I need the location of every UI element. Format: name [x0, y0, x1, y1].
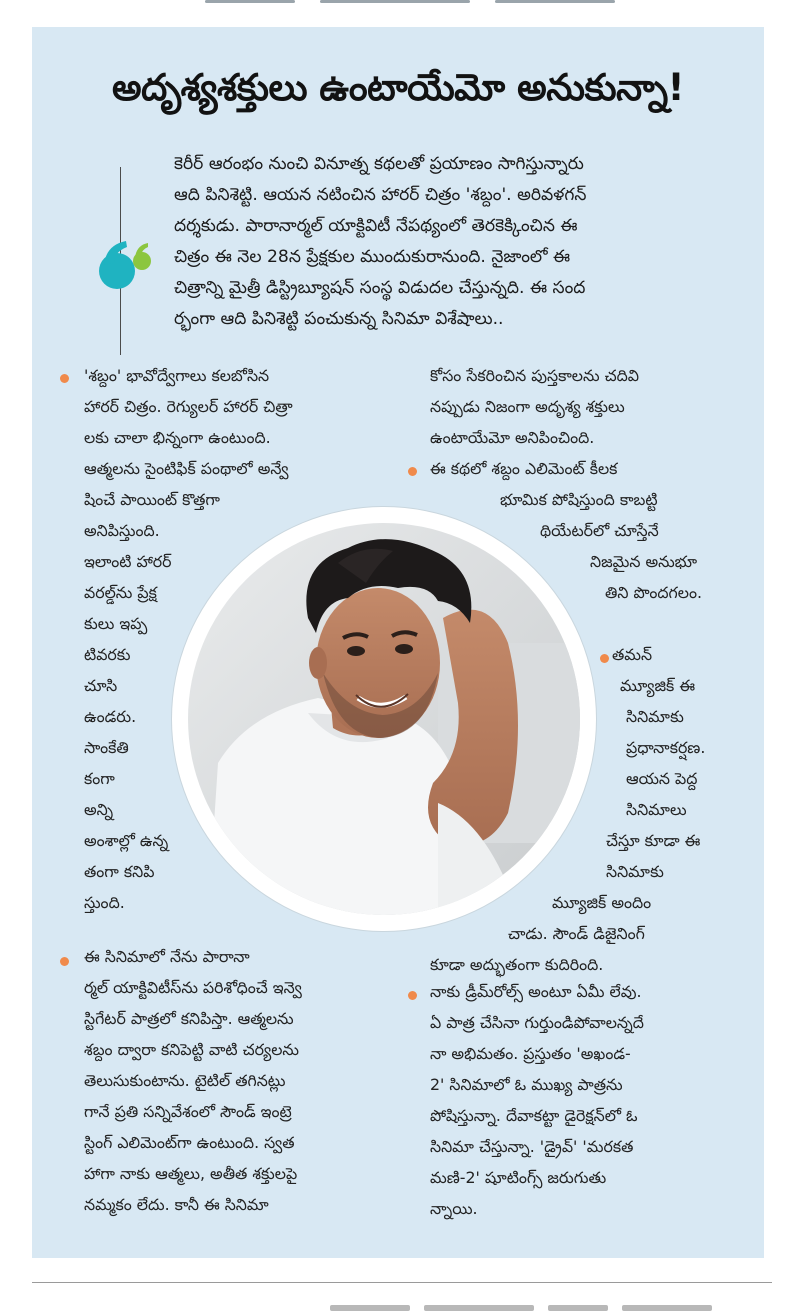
headline: అదృశ్యశక్తులు ఉంటాయేమో అనుకున్నా! [112, 66, 684, 109]
text-line: సినిమాలు [626, 800, 687, 819]
text-line: ఏ పాత్ర చేసినా గుర్తుండిపోవాలన్నదే [430, 1013, 644, 1032]
text-line: స్తుంది. [84, 893, 125, 912]
intro-line: కెరీర్ ఆరంభం నుంచి వినూత్న కథలతో ప్రయాణం సాగిస్తున్నారు [174, 154, 584, 174]
text-line: కులు ఇప్ప [84, 614, 148, 633]
left-column-top [84, 360, 293, 546]
text-line: లకు చాలా భిన్నంగా ఉంటుంది. [84, 428, 271, 447]
text-line: సినిమాకు [626, 707, 684, 726]
text-line: గానే ప్రతి సన్నివేశంలో సౌండ్ ఇంట్రె [84, 1102, 292, 1121]
text-line: 2' సినిమాలో ఓ ముఖ్య పాత్రను [430, 1075, 623, 1094]
text-line: స్టింగ్ ఎలిమెంట్‌గా ఉంటుంది. స్వత [84, 1133, 295, 1152]
intro-line: ఆది పినిశెట్టి. ఆయన నటించిన హారర్ చిత్రం 'శబ్దం'. అరివళగన్ [174, 185, 587, 205]
text-line: సినిమా చేస్తున్నా. 'డ్రైవ్' 'మరకత [430, 1137, 634, 1156]
text-line: అనిపిస్తుంది. [84, 521, 160, 540]
text-line: తమన్ [612, 645, 653, 664]
bullet-dot [60, 374, 69, 383]
right-column-top [430, 360, 639, 453]
text-line: చేస్తూ కూడా ఈ [606, 831, 701, 850]
intro-paragraph [174, 149, 754, 335]
text-line: థియేటర్‌లో చూస్తేనే [540, 521, 659, 540]
text-line: ఆత్మలను సైంటిఫిక్ పంథాలో అన్వే [84, 459, 289, 478]
text-line: చాడు. సౌండ్ డిజైనింగ్ [508, 924, 645, 943]
text-line: కంగా [84, 769, 115, 788]
text-line: హారర్ చిత్రం. రెగ్యులర్ హారర్ చిత్రా [84, 397, 293, 416]
text-line: ఉంటాయేమో అనిపించింది. [430, 428, 595, 447]
text-line: తిని పొందగలం. [605, 583, 702, 602]
text-line: కోసం సేకరించిన పుస్తకాలను చదివి [430, 366, 639, 385]
text-line: 'శబ్దం' భావోద్వేగాలు కలబోసిన [84, 366, 270, 385]
text-line: అన్ని [84, 800, 114, 819]
intro-line: చిత్రం ఈ నెల 28న ప్రేక్షకుల ముందుకురానుంది. నైజాంలో ఈ [174, 247, 571, 267]
text-line: అంశాల్లో ఉన్న [84, 831, 169, 850]
text-line: మ్యూజిక్ అందిం [552, 893, 652, 912]
text-line: నాకు డ్రీమ్‌రోల్స్ అంటూ ఏమీ లేవు. [430, 982, 642, 1001]
actor-portrait [172, 507, 596, 931]
text-line: స్టిగేటర్ పాత్రలో కనిపిస్తా. ఆత్మలను [84, 1009, 294, 1028]
text-line: పోషిస్తున్నా. దేవాకట్టా డైరెక్షన్‌లో ఓ [430, 1106, 638, 1125]
bottom-rule [32, 1282, 772, 1283]
bullet-dot [408, 467, 417, 476]
text-line: చూసి [84, 676, 118, 695]
intro-line: దర్శకుడు. పారానార్మల్ యాక్టివిటీ నేపథ్యంలో తెరకెక్కించిన ఈ [174, 216, 578, 236]
intro-line: చిత్రాన్ని మైత్రీ డిస్ట్రిబ్యూషన్ సంస్థ విడుదల చేస్తున్నది. ఈ సంద [174, 278, 586, 298]
left-column-bottom [84, 941, 302, 1220]
text-line: ఈ కథలో శబ్దం ఎలిమెంట్ కీలక [430, 459, 618, 478]
text-line: శబ్దం ద్వారా కనిపెట్టి వాటి చర్యలను [84, 1040, 299, 1059]
text-line: నప్పుడు నిజంగా అదృశ్య శక్తులు [430, 397, 625, 416]
text-line: నమ్మకం లేదు. కానీ ఈ సినిమా [84, 1195, 269, 1214]
text-line: నిజమైన అనుభూ [590, 552, 698, 571]
text-line: ఈ సినిమాలో నేను పారానా [84, 947, 250, 966]
intro-line: ర్భంగా ఆది పినిశెట్టి పంచుకున్న సినిమా విశేషాలు.. [174, 309, 504, 329]
text-line: వరల్డ్‌ను ప్రేక్ష [84, 583, 157, 602]
quote-icon [92, 235, 156, 295]
portrait-photo [188, 523, 580, 915]
bullet-dot [408, 991, 417, 1000]
text-line: ఇలాంటి హారర్ [84, 552, 172, 571]
text-line: నా అభిమతం. ప్రస్తుతం 'అఖండ- [430, 1044, 631, 1063]
text-line: హాగా నాకు ఆత్మలు, అతీత శక్తులపై [84, 1164, 298, 1183]
text-line: ఉండరు. [84, 707, 137, 726]
text-line: ఆయన పెద్ద [626, 769, 698, 788]
text-line: కూడా అద్భుతంగా కుదిరింది. [430, 955, 604, 974]
text-line: తంగా కనిపి [84, 862, 155, 881]
text-line: భూమిక పోషిస్తుంది కాబట్టి [500, 490, 658, 509]
text-line: మణి-2' షూటింగ్స్ జరుగుతు [430, 1168, 607, 1187]
text-line: ప్రధానాకర్షణ. [626, 738, 706, 757]
right-column-bottom [430, 976, 644, 1224]
left-column-wrap [84, 546, 172, 918]
text-line: న్నాయి. [430, 1199, 478, 1218]
text-line: సినిమాకు [606, 862, 664, 881]
text-line: షించే పాయింట్ కొత్తగా [84, 490, 220, 509]
text-line: తెలుసుకుంటాను. టైటిల్ తగినట్లు [84, 1071, 286, 1090]
bullet-dot [60, 957, 69, 966]
next-article-edge [330, 1296, 770, 1304]
text-line: సాంకేతి [84, 738, 129, 757]
text-line: ర్మల్ యాక్టివిటీస్‌ను పరిశోధించే ఇన్వె [84, 978, 302, 997]
previous-article-edge [0, 0, 800, 6]
text-line: టివరకు [84, 645, 131, 664]
text-line: మ్యూజిక్ ఈ [620, 676, 696, 695]
